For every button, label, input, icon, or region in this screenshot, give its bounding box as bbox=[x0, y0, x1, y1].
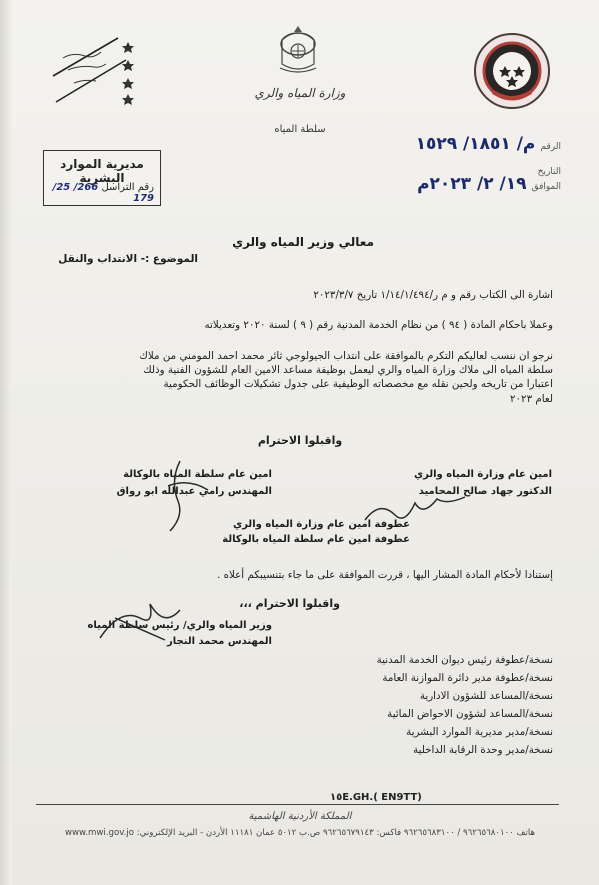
hr-directorate-stamp bbox=[43, 150, 161, 206]
signature-left-title: امين عام سلطة المياه بالوكالة bbox=[123, 469, 272, 480]
body-paragraph-line-2: سلطة المياه الى ملاك وزارة المياه والري ليعمل بوظيفة مساعد الامين العام للشؤون الفنية وذلك bbox=[143, 364, 553, 376]
cc-item: نسخة/مدير وحدة الرقابة الداخلية bbox=[413, 744, 553, 756]
footer-contact-info: هاتف ٩٦٢٦٥٦٨٠١٠٠ / ٩٦٢٦٥٦٨٣١٠٠ فاكس: ٩٦٢٦٥٦٧٩١٤٣ ص.ب ٥٠١٢ عمان ١١١٨١ الأردن - البريد الإلكتروني: www.mwi.gov.jo bbox=[65, 828, 535, 838]
signature-right-name: الدكتور جهاد صالح المحاميد bbox=[418, 486, 552, 497]
authority-name: سلطة المياه bbox=[274, 124, 326, 135]
minister-name: المهندس محمد النجار bbox=[167, 636, 272, 647]
handwritten-stamp-icon bbox=[48, 28, 148, 110]
cc-item: نسخة/عطوفة رئيس ديوان الخدمة المدنية bbox=[376, 654, 553, 666]
cc-item: نسخة/المساعد للشؤون الادارية bbox=[419, 690, 553, 702]
addressee-line-1: عطوفة امين عام وزارة المياه والري bbox=[233, 519, 410, 530]
body-article-line: وعملا باحكام المادة ( ٩٤ ) من نظام الخدمة المدنية رقم ( ٩ ) لسنة ٢٠٢٠ وتعديلاته bbox=[204, 319, 553, 331]
hr-stamp-mail-value: 266/ 25/ 179 bbox=[52, 182, 154, 204]
hr-stamp-title: مديرية الموارد البشرية bbox=[60, 157, 144, 185]
minister-signature-scribble-icon bbox=[95, 598, 185, 648]
reference-number-value: م/ ١٨٥١/ ١٥٢٩ bbox=[415, 134, 536, 154]
ministry-name: وزارة المياه والري bbox=[254, 86, 346, 100]
document-code: ١٥E.GH.( EN9TT) bbox=[330, 792, 422, 803]
minister-title: وزير المياه والري/ رئيس سلطة المياه bbox=[87, 620, 272, 631]
reference-corresponding-row bbox=[361, 174, 561, 194]
signature-left-name: المهندس رامي عبدالله ابو رواق bbox=[116, 486, 272, 497]
addressee-line-2: عطوفة امين عام سلطة المياه بالوكالة bbox=[222, 534, 410, 545]
reference-number-row bbox=[361, 134, 561, 154]
body-paragraph-line-4: لعام ٢٠٢٣ bbox=[509, 393, 553, 405]
signature-right-title: امين عام وزارة المياه والري bbox=[413, 469, 552, 480]
reference-number-label: الرقم bbox=[540, 142, 561, 152]
cc-item: نسخة/مدير مديرية الموارد البشرية bbox=[406, 726, 553, 738]
hr-stamp-mail-label: رقم التراسل bbox=[101, 182, 154, 193]
addressee-greeting: معالي وزير المياه والري bbox=[232, 235, 374, 249]
reference-corresponding-value: ١٩/ ٢/ ٢٠٢٣م bbox=[417, 174, 527, 194]
institution-seal-icon bbox=[473, 32, 551, 110]
reference-date-label: التاريخ bbox=[537, 167, 561, 177]
body-reference-line: اشارة الى الكتاب رقم و م ر/١/١٤/١/٤٩٤ تاريخ ٢٠٢٣/٣/٧ bbox=[313, 289, 553, 301]
footer-kingdom-name: المملكة الأردنية الهاشمية bbox=[248, 811, 352, 822]
reference-corresponding-label: الموافق bbox=[531, 182, 561, 192]
cc-item: نسخة/المساعد لشؤون الاحواض المائية bbox=[387, 708, 553, 720]
closing-respect-1: واقبلوا الاحترام bbox=[257, 434, 343, 447]
closing-respect-2: واقبلوا الاحترام ،،، bbox=[239, 597, 340, 610]
cc-item: نسخة/عطوفة مدير دائرة الموازنة العامة bbox=[382, 672, 553, 684]
body-paragraph-line-3: اعتبارا من تاريخه ولحين نقله مع مخصصاته الوظيفية على جدول تشكيلات الوظائف الحكومية bbox=[163, 378, 553, 390]
decision-line: إستنادا لأحكام المادة المشار اليها ، قررت الموافقة على ما جاء بتنسيبكم أعلاه . bbox=[217, 569, 553, 581]
page-fold-shadow bbox=[0, 0, 12, 885]
cc-list bbox=[48, 651, 553, 759]
body-paragraph-line-1: نرجو ان ننسب لعاليكم التكرم بالموافقة على انتداب الجيولوجي ثائر محمد احمد المومني من ملاك bbox=[139, 350, 553, 362]
footer-divider bbox=[36, 804, 559, 805]
subject-line: الموضوع :- الانتداب والنقل bbox=[58, 253, 198, 265]
jordan-coat-of-arms-icon bbox=[276, 24, 320, 76]
hr-stamp-mail-row bbox=[50, 182, 154, 204]
